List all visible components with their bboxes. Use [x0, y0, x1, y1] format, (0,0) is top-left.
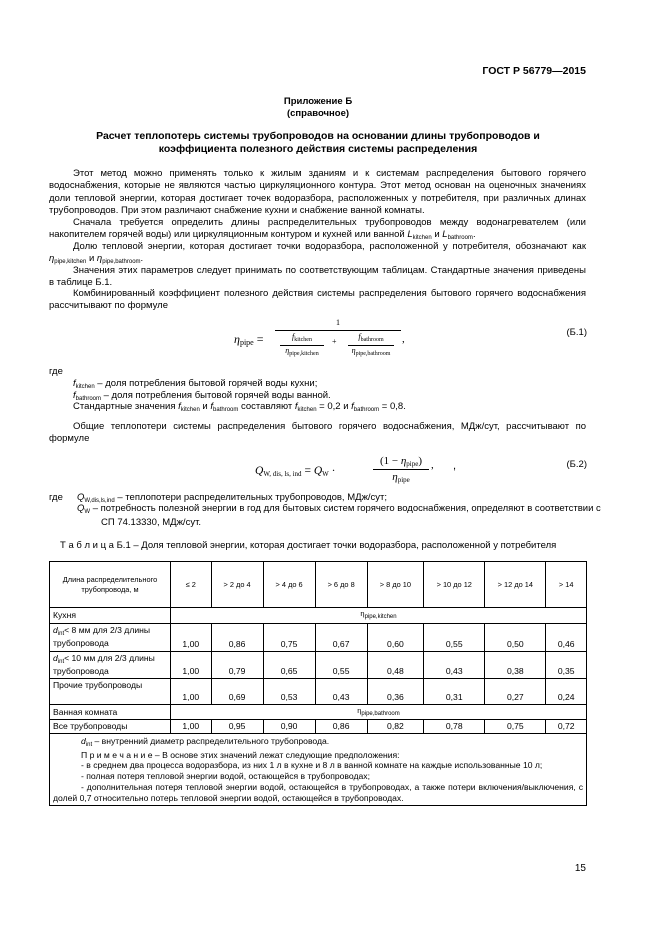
table-row [50, 623, 587, 651]
note-bullet-2: - полная потеря тепловой энергии водой, остающейся в трубопроводах; [81, 771, 370, 782]
table-cell: 0,48 [367, 651, 424, 678]
table-cell: 0,69 [211, 678, 263, 704]
table-col-header: > 6 до 8 [315, 562, 367, 608]
table-cell: 0,43 [424, 651, 485, 678]
row-label-dint-10: $d_{int}< 10$ мм для 2/3 длины трубопровода [50, 651, 171, 678]
table-cell: 0,55 [424, 623, 485, 651]
kitchen-symbol: $\eta_{pipe,kitchen}$ [171, 608, 587, 624]
standard-number: ГОСТ Р 56779—2015 [482, 65, 586, 77]
note-title: П р и м е ч а н и е – В основе этих значений лежат следующие предположения: [81, 749, 400, 760]
where-label-2: где [49, 492, 63, 503]
table-caption: Т а б л и ц а Б.1 – Доля тепловой энергии, которая достигает точки водоразбора, расположенной у потребителя [60, 540, 557, 551]
table-cell: 0,78 [424, 720, 485, 734]
table-cell: 0,75 [485, 720, 546, 734]
row-label-other: Прочие трубопроводы [50, 678, 171, 704]
table-col-header: ≤ 2 [171, 562, 212, 608]
table-col-header: > 8 до 10 [367, 562, 424, 608]
note-bullet-1: - в среднем два процесса водоразбора, из них 1 л в кухне и 8 л в ванной комнате на каждые использованные 10 л; [81, 760, 543, 771]
table-cell: 0,27 [485, 678, 546, 704]
table-cell: 0,53 [263, 678, 315, 704]
table-cell: 0,65 [263, 651, 315, 678]
bathroom-symbol: $\eta_{pipe,bathroom}$ [171, 704, 587, 720]
table-cell: 1,00 [171, 623, 212, 651]
table-cell: 0,95 [211, 720, 263, 734]
table-cell: 0,75 [263, 623, 315, 651]
table-cell: 0,82 [367, 720, 424, 734]
table-cell: 0,60 [367, 623, 424, 651]
table-cell: 1,00 [171, 720, 212, 734]
note-dint: $d_{int}$ – внутренний диаметр распределительного трубопровода. [81, 736, 330, 749]
definition-f-kitchen: $f_{kitchen}$ – доля потребления бытовой горячей воды кухни; [73, 378, 318, 390]
table-cell: 0,86 [211, 623, 263, 651]
note-bullet-3: - дополнительная потеря тепловой энергии водой, остающейся в трубопроводах, а также потери включения/выключения, с долей 0,7 относительно потерь тепловой энергии водой, остающейся в трубопроводах. [53, 781, 583, 803]
table-col-header: > 12 до 14 [485, 562, 546, 608]
table-notes [50, 734, 587, 806]
table-col-header: > 2 до 4 [211, 562, 263, 608]
standard-values: Стандартные значения $f_{kitchen}$ и $f_{bathroom}$ составляют $f_{kitchen} = 0,2$ и $f_{bathroom} = 0,8$. [73, 401, 406, 413]
table-cell: 0,86 [315, 720, 367, 734]
formula-b1-number: (Б.1) [566, 327, 587, 338]
table-cell: 0,72 [546, 720, 587, 734]
table-cell: 0,46 [546, 623, 587, 651]
table-cell: 0,50 [485, 623, 546, 651]
table-cell: 0,67 [315, 623, 367, 651]
table-cell: 0,55 [315, 651, 367, 678]
annex-subtitle: (справочное) [286, 108, 350, 119]
definition-q-w: $Q_W$ – потребность полезной энергии в год для бытовых систем горячего водоснабжения, определяют в соответствии с СП 74.13330, МДж/сут. [77, 503, 601, 528]
paragraph-share: Долю тепловой энергии, которая достигает точки водоразбора, расположенной у потребителя, обозначают как $\eta_{pipe,kitchen}$ и $\eta_{pipe,bathroom}$. [49, 241, 586, 266]
formula-b2-number: (Б.2) [566, 459, 587, 470]
table-cell: 0,36 [367, 678, 424, 704]
table-cell: 0,43 [315, 678, 367, 704]
formula-b2: $Q_{W, dis, ls, ind} = Q_W$ · $(1 - \eta_{pipe})$ $\eta_{pipe}$ , [255, 455, 434, 485]
table-b1 [49, 561, 587, 806]
table-cell: 0,31 [424, 678, 485, 704]
table-header-length: Длина распределительного трубопровода, м [50, 562, 171, 608]
where-label-1: где [49, 366, 63, 377]
definition-f-bathroom: $f_{bathroom}$ – доля потребления бытовой горячей воды ванной. [73, 390, 331, 402]
table-row [50, 720, 587, 734]
table-col-header: > 14 [546, 562, 587, 608]
table-header-row [50, 562, 587, 608]
paragraph-values: Значения этих параметров следует принимать по соответствующим таблицам. Стандартные значения приведены в таблице Б.1. [49, 265, 586, 289]
table-cell: 0,90 [263, 720, 315, 734]
formula-b1: $\eta_{pipe}$ = 1 $f_{kitchen}$ $\eta_{pipe,kitchen}$ + $f_{bathroom}$ $\eta_{pipe,bathroom}$ , [234, 318, 405, 357]
kitchen-label: Кухня [50, 608, 171, 624]
row-label-all: Все трубопроводы [50, 720, 171, 734]
table-cell: 0,79 [211, 651, 263, 678]
table-cell: 0,35 [546, 651, 587, 678]
table-cell: 0,24 [546, 678, 587, 704]
table-col-header: > 10 до 12 [424, 562, 485, 608]
section-heading-line1: Расчет теплопотерь системы трубопроводов на основании длины трубопроводов и [96, 130, 540, 142]
table-cell: 0,38 [485, 651, 546, 678]
table-col-header: > 4 до 6 [263, 562, 315, 608]
definition-q-dis: $Q_{W,dis,ls,ind}$ – теплопотери распределительных трубопроводов, МДж/сут; [77, 492, 388, 504]
bathroom-label: Ванная комната [50, 704, 171, 720]
row-label-dint-8: $d_{int}< 8$ мм для 2/3 длины трубопровода [50, 623, 171, 651]
paragraph-combined: Комбинированный коэффициент полезного действия системы распределения бытового горячего водоснабжения рассчитывают по формуле [49, 288, 586, 312]
annex-title: Приложение Б [283, 96, 353, 107]
table-row-kitchen-label [50, 608, 587, 624]
paragraph-method: Этот метод можно применять только к жилым зданиям и к системам распределения бытового горячего водоснабжения, которые не являются частью циркуляционного контура. Этот метод основан на оценочных значениях доли тепловой энергии, которая достигает точек водоразбора, расположенных у потребителя, при различных длинах трубопроводов. При этом различают снабжение кухни и снабжение ванной комнаты. [49, 168, 586, 217]
table-row [50, 678, 587, 704]
formula-b2-comma: , [453, 460, 457, 472]
table-cell: 1,00 [171, 678, 212, 704]
table-row-bathroom-label [50, 704, 587, 720]
page-number: 15 [574, 863, 586, 874]
table-row [50, 651, 587, 678]
table-notes-row [50, 734, 587, 806]
paragraph-total-losses: Общие теплопотери системы распределения бытового горячего водоснабжения, МДж/сут, рассчитывают по формуле [49, 421, 586, 445]
table-cell: 1,00 [171, 651, 212, 678]
paragraph-lengths: Сначала требуется определить длины распределительных трубопроводов между водонагревателем (или накопителем горячей воды) или циркуляционным контуром и кухней или ванной $L_{kitchen}$ и $L_{bathroom}$. [49, 217, 586, 242]
section-heading-line2: коэффициента полезного действия системы распределения [158, 143, 478, 155]
